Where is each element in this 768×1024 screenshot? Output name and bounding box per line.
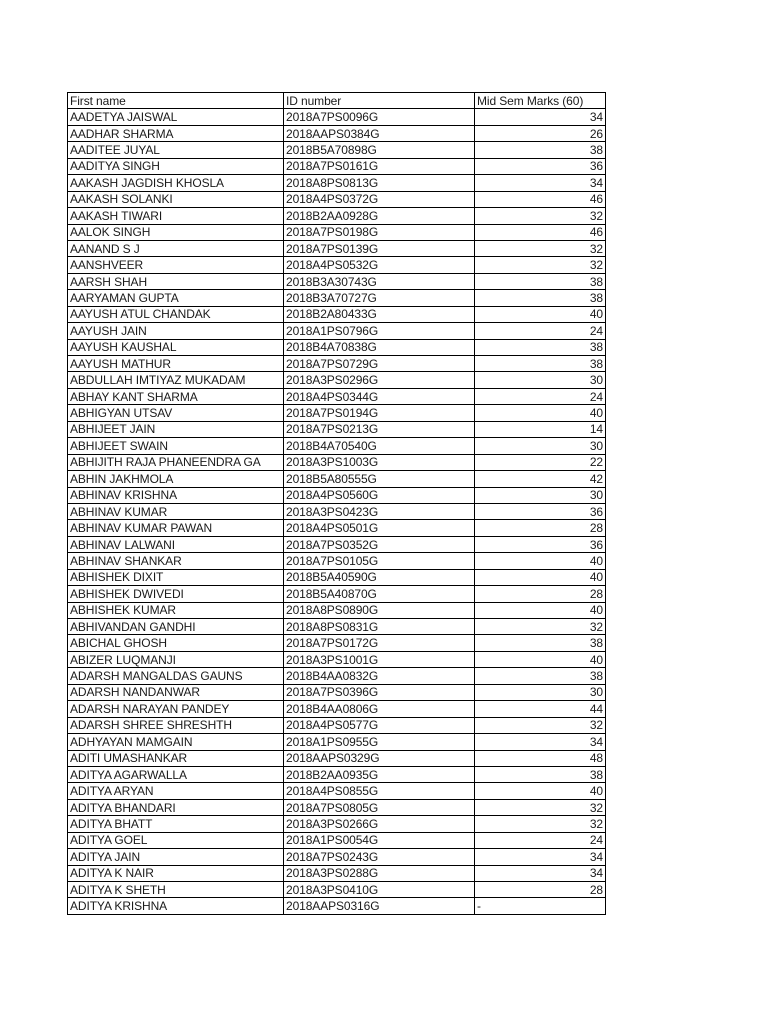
- first-name-cell: AAYUSH JAIN: [68, 323, 284, 339]
- id-number-cell: 2018A4PS0532G: [284, 257, 475, 273]
- table-row: [68, 635, 606, 651]
- marks-cell: 38: [475, 339, 606, 355]
- id-number-cell: 2018A8PS0813G: [284, 175, 475, 191]
- marks-cell: 40: [475, 651, 606, 667]
- marks-cell: 14: [475, 421, 606, 437]
- id-number-cell: 2018B4A70838G: [284, 339, 475, 355]
- id-number-cell: 2018A7PS0729G: [284, 356, 475, 372]
- marks-cell: 36: [475, 536, 606, 552]
- id-number-cell: 2018B4A70540G: [284, 438, 475, 454]
- table-row: [68, 799, 606, 815]
- table-row: [68, 158, 606, 174]
- marks-cell: 30: [475, 438, 606, 454]
- first-name-cell: ABHINAV KUMAR PAWAN: [68, 520, 284, 536]
- id-number-cell: 2018A3PS1001G: [284, 651, 475, 667]
- id-number-cell: 2018A3PS0296G: [284, 372, 475, 388]
- id-number-cell: 2018A7PS0352G: [284, 536, 475, 552]
- first-name-cell: ABHISHEK KUMAR: [68, 602, 284, 618]
- first-name-cell: ADITYA K SHETH: [68, 882, 284, 898]
- marks-cell: 38: [475, 766, 606, 782]
- first-name-cell: AAYUSH KAUSHAL: [68, 339, 284, 355]
- first-name-cell: ABHIVANDAN GANDHI: [68, 619, 284, 635]
- first-name-cell: ABHINAV LALWANI: [68, 536, 284, 552]
- id-number-cell: 2018A4PS0855G: [284, 783, 475, 799]
- id-number-cell: 2018A3PS0410G: [284, 882, 475, 898]
- marks-cell: 38: [475, 290, 606, 306]
- table-row: [68, 306, 606, 322]
- id-number-cell: 2018AAPS0316G: [284, 898, 475, 914]
- table-row: [68, 651, 606, 667]
- marks-cell: 40: [475, 569, 606, 585]
- table-row: [68, 832, 606, 848]
- first-name-cell: ABHINAV SHANKAR: [68, 553, 284, 569]
- marks-cell: 28: [475, 520, 606, 536]
- id-number-cell: 2018B4AA0806G: [284, 701, 475, 717]
- id-number-cell: 2018B2AA0935G: [284, 766, 475, 782]
- id-number-cell: 2018A7PS0139G: [284, 240, 475, 256]
- id-number-cell: 2018A7PS0194G: [284, 405, 475, 421]
- id-number-cell: 2018A3PS1003G: [284, 454, 475, 470]
- first-name-cell: ADHYAYAN MAMGAIN: [68, 734, 284, 750]
- id-number-cell: 2018B5A70898G: [284, 142, 475, 158]
- marks-table: [67, 92, 606, 915]
- marks-cell: 38: [475, 273, 606, 289]
- table-row: [68, 487, 606, 503]
- id-number-cell: 2018A7PS0172G: [284, 635, 475, 651]
- table-row: [68, 503, 606, 519]
- table-row: [68, 356, 606, 372]
- marks-cell: 32: [475, 619, 606, 635]
- table-row: [68, 175, 606, 191]
- table-row: [68, 701, 606, 717]
- id-number-cell: 2018A7PS0105G: [284, 553, 475, 569]
- first-name-cell: AADITYA SINGH: [68, 158, 284, 174]
- table-row: [68, 619, 606, 635]
- marks-cell: 24: [475, 832, 606, 848]
- table-row: [68, 257, 606, 273]
- id-number-cell: 2018A3PS0423G: [284, 503, 475, 519]
- first-name-cell: ADITYA ARYAN: [68, 783, 284, 799]
- table-row: [68, 273, 606, 289]
- first-name-cell: ADITYA GOEL: [68, 832, 284, 848]
- table-row: [68, 208, 606, 224]
- marks-cell: 32: [475, 257, 606, 273]
- marks-cell: 26: [475, 125, 606, 141]
- id-number-cell: 2018A3PS0288G: [284, 865, 475, 881]
- id-number-cell: 2018A7PS0161G: [284, 158, 475, 174]
- first-name-cell: ABHISHEK DIXIT: [68, 569, 284, 585]
- id-number-cell: 2018A7PS0213G: [284, 421, 475, 437]
- table-row: [68, 750, 606, 766]
- marks-cell: 34: [475, 734, 606, 750]
- marks-cell: 32: [475, 240, 606, 256]
- id-number-cell: 2018A7PS0396G: [284, 684, 475, 700]
- table-row: [68, 290, 606, 306]
- table-row: [68, 865, 606, 881]
- table-row: [68, 471, 606, 487]
- first-name-cell: AANSHVEER: [68, 257, 284, 273]
- table-row: [68, 668, 606, 684]
- table-row: [68, 323, 606, 339]
- table-row: [68, 421, 606, 437]
- table-row: [68, 240, 606, 256]
- id-number-cell: 2018A7PS0198G: [284, 224, 475, 240]
- first-name-cell: ADITI UMASHANKAR: [68, 750, 284, 766]
- marks-cell: 38: [475, 635, 606, 651]
- id-number-cell: 2018B3A70727G: [284, 290, 475, 306]
- first-name-cell: ADITYA KRISHNA: [68, 898, 284, 914]
- id-number-cell: 2018A4PS0577G: [284, 717, 475, 733]
- table-row: [68, 339, 606, 355]
- table-row: [68, 586, 606, 602]
- first-name-cell: AAYUSH MATHUR: [68, 356, 284, 372]
- first-name-cell: ADARSH MANGALDAS GAUNS: [68, 668, 284, 684]
- table-row: [68, 717, 606, 733]
- id-number-cell: 2018B5A40870G: [284, 586, 475, 602]
- table-row: [68, 109, 606, 125]
- first-name-cell: AALOK SINGH: [68, 224, 284, 240]
- table-row: [68, 520, 606, 536]
- first-name-cell: AADHAR SHARMA: [68, 125, 284, 141]
- marks-cell: 38: [475, 142, 606, 158]
- first-name-cell: AADETYA JAISWAL: [68, 109, 284, 125]
- marks-cell: 38: [475, 356, 606, 372]
- first-name-cell: AAKASH SOLANKI: [68, 191, 284, 207]
- first-name-cell: ADITYA K NAIR: [68, 865, 284, 881]
- first-name-cell: ABIZER LUQMANJI: [68, 651, 284, 667]
- marks-cell: 46: [475, 191, 606, 207]
- marks-cell: 36: [475, 503, 606, 519]
- table-row: [68, 882, 606, 898]
- first-name-cell: ABHINAV KRISHNA: [68, 487, 284, 503]
- id-number-cell: 2018B4AA0832G: [284, 668, 475, 684]
- first-name-cell: ABHIJITH RAJA PHANEENDRA GA: [68, 454, 284, 470]
- first-name-cell: ADITYA AGARWALLA: [68, 766, 284, 782]
- table-row: [68, 142, 606, 158]
- table-row: [68, 898, 606, 914]
- table-row: [68, 372, 606, 388]
- header-first-name: First name: [68, 93, 284, 109]
- marks-cell: 32: [475, 799, 606, 815]
- id-number-cell: 2018B3A30743G: [284, 273, 475, 289]
- table-row: [68, 766, 606, 782]
- table-row: [68, 438, 606, 454]
- id-number-cell: 2018A7PS0805G: [284, 799, 475, 815]
- marks-cell: 34: [475, 109, 606, 125]
- table-row: [68, 684, 606, 700]
- id-number-cell: 2018A4PS0560G: [284, 487, 475, 503]
- first-name-cell: ABHIJEET SWAIN: [68, 438, 284, 454]
- table-row: [68, 388, 606, 404]
- marks-cell: 36: [475, 158, 606, 174]
- id-number-cell: 2018B2A80433G: [284, 306, 475, 322]
- marks-cell: 24: [475, 323, 606, 339]
- first-name-cell: ABHINAV KUMAR: [68, 503, 284, 519]
- table-row: [68, 536, 606, 552]
- id-number-cell: 2018AAPS0329G: [284, 750, 475, 766]
- marks-cell: 40: [475, 553, 606, 569]
- id-number-cell: 2018A7PS0243G: [284, 849, 475, 865]
- first-name-cell: ADARSH NARAYAN PANDEY: [68, 701, 284, 717]
- marks-cell: 32: [475, 816, 606, 832]
- table-row: [68, 125, 606, 141]
- table-row: [68, 191, 606, 207]
- id-number-cell: 2018A8PS0890G: [284, 602, 475, 618]
- id-number-cell: 2018A1PS0955G: [284, 734, 475, 750]
- marks-cell: 38: [475, 668, 606, 684]
- first-name-cell: ADITYA JAIN: [68, 849, 284, 865]
- id-number-cell: 2018A4PS0501G: [284, 520, 475, 536]
- first-name-cell: ADITYA BHATT: [68, 816, 284, 832]
- marks-cell: 42: [475, 471, 606, 487]
- id-number-cell: 2018A4PS0372G: [284, 191, 475, 207]
- first-name-cell: ABHIN JAKHMOLA: [68, 471, 284, 487]
- id-number-cell: 2018B5A80555G: [284, 471, 475, 487]
- marks-cell: 22: [475, 454, 606, 470]
- header-mid-sem-marks: Mid Sem Marks (60): [475, 93, 606, 109]
- marks-cell: 40: [475, 306, 606, 322]
- marks-cell: 30: [475, 487, 606, 503]
- table-row: [68, 783, 606, 799]
- first-name-cell: ABDULLAH IMTIYAZ MUKADAM: [68, 372, 284, 388]
- first-name-cell: ADITYA BHANDARI: [68, 799, 284, 815]
- first-name-cell: AARYAMAN GUPTA: [68, 290, 284, 306]
- id-number-cell: 2018A7PS0096G: [284, 109, 475, 125]
- id-number-cell: 2018B5A40590G: [284, 569, 475, 585]
- table-row: [68, 553, 606, 569]
- first-name-cell: ABHIJEET JAIN: [68, 421, 284, 437]
- table-row: [68, 734, 606, 750]
- id-number-cell: 2018AAPS0384G: [284, 125, 475, 141]
- marks-cell: 28: [475, 882, 606, 898]
- table-row: [68, 569, 606, 585]
- first-name-cell: AAYUSH ATUL CHANDAK: [68, 306, 284, 322]
- marks-cell: 24: [475, 388, 606, 404]
- first-name-cell: AAKASH TIWARI: [68, 208, 284, 224]
- marks-cell: 30: [475, 372, 606, 388]
- marks-cell: 40: [475, 405, 606, 421]
- table-row: [68, 405, 606, 421]
- first-name-cell: ABHAY KANT SHARMA: [68, 388, 284, 404]
- marks-cell: 32: [475, 717, 606, 733]
- first-name-cell: ADARSH NANDANWAR: [68, 684, 284, 700]
- table-row: [68, 602, 606, 618]
- id-number-cell: 2018A1PS0796G: [284, 323, 475, 339]
- marks-cell: 30: [475, 684, 606, 700]
- marks-cell: 48: [475, 750, 606, 766]
- first-name-cell: ABHISHEK DWIVEDI: [68, 586, 284, 602]
- first-name-cell: ABICHAL GHOSH: [68, 635, 284, 651]
- header-id-number: ID number: [284, 93, 475, 109]
- marks-cell: 44: [475, 701, 606, 717]
- marks-cell: 46: [475, 224, 606, 240]
- id-number-cell: 2018B2AA0928G: [284, 208, 475, 224]
- id-number-cell: 2018A1PS0054G: [284, 832, 475, 848]
- id-number-cell: 2018A3PS0266G: [284, 816, 475, 832]
- id-number-cell: 2018A8PS0831G: [284, 619, 475, 635]
- header-row: [68, 93, 606, 109]
- marks-cell: 28: [475, 586, 606, 602]
- first-name-cell: AANAND S J: [68, 240, 284, 256]
- marks-cell: -: [475, 898, 606, 914]
- marks-cell: 40: [475, 783, 606, 799]
- marks-cell: 34: [475, 849, 606, 865]
- table-row: [68, 816, 606, 832]
- table-row: [68, 849, 606, 865]
- marks-cell: 40: [475, 602, 606, 618]
- marks-cell: 34: [475, 175, 606, 191]
- marks-cell: 34: [475, 865, 606, 881]
- table-row: [68, 224, 606, 240]
- id-number-cell: 2018A4PS0344G: [284, 388, 475, 404]
- first-name-cell: AARSH SHAH: [68, 273, 284, 289]
- first-name-cell: AAKASH JAGDISH KHOSLA: [68, 175, 284, 191]
- table-row: [68, 454, 606, 470]
- marks-cell: 32: [475, 208, 606, 224]
- first-name-cell: AADITEE JUYAL: [68, 142, 284, 158]
- first-name-cell: ADARSH SHREE SHRESHTH: [68, 717, 284, 733]
- first-name-cell: ABHIGYAN UTSAV: [68, 405, 284, 421]
